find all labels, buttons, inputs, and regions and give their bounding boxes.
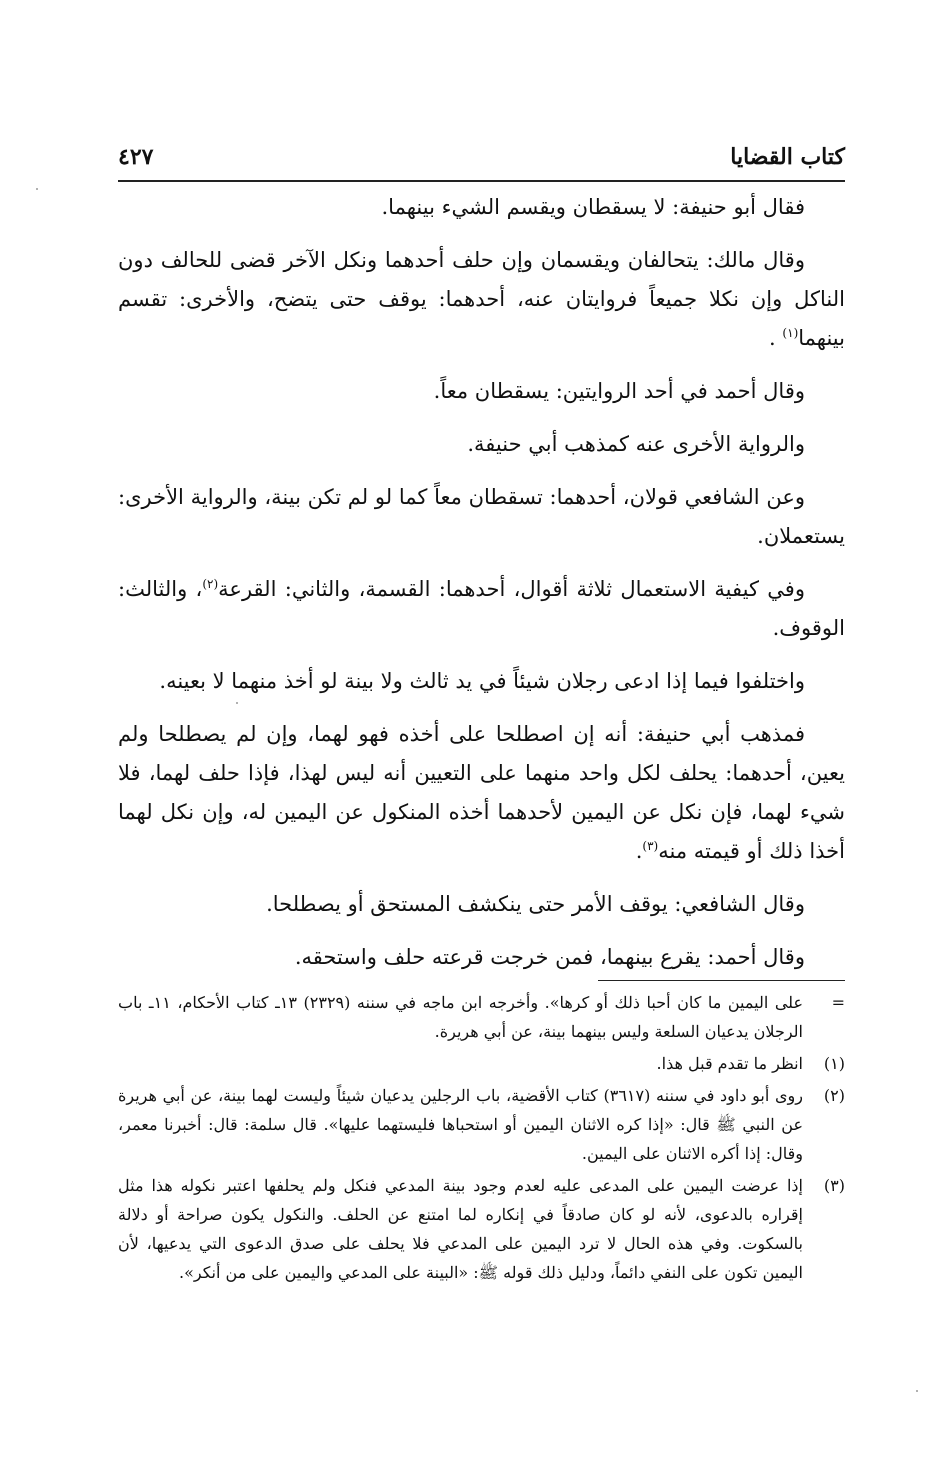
footnote-text: إذا عرضت اليمين على المدعى عليه لعدم وجود بينة المدعي فنكل ولم يحلفها اعتبر نكوله هذا مثل إقراره بالدعوى، لأنه لو كان صادقاً في إنكاره لما امتنع عن الحلف. والنكول يكون صراحة أو دلالة بالسكوت. وفي هذه الحال لا ترد اليمين على المدعي فلا يحلف على صدق الدعوى التي يدعيها، لأن اليمين تكون على النفي دائماً، ودليل ذلك قوله ﷺ: «البينة على المدعي واليمين على من أنكر». xyxy=(118,1176,803,1282)
page-header xyxy=(118,142,845,178)
page-number: ٤٢٧ xyxy=(118,144,154,170)
scan-speck xyxy=(236,702,238,704)
scan-speck xyxy=(916,1390,918,1392)
footnote-continued xyxy=(118,988,845,1046)
footnote-text: روى أبو داود في سننه (٣٦١٧) كتاب الأقضية، باب الرجلين يدعيان شيئاً وليست لهما بينة، عن أبي هريرة عن النبي ﷺ قال: «إذا كره الاثنان اليمين أو استحباها فليستهما عليها». قال سلمة: قال: أخبرنا معمر، وقال: إذا أكره الاثنان على اليمين. xyxy=(118,1086,804,1163)
footnote-2 xyxy=(118,1081,845,1168)
paragraph-text: وقال الشافعي: يوقف الأمر حتى ينكشف المستحق أو يصطلحا. xyxy=(266,892,805,916)
period: . xyxy=(635,839,643,863)
paragraph-text: وفي كيفية الاستعمال ثلاثة أقوال، أحدهما: القسمة، والثاني: القرعة xyxy=(218,577,805,601)
footnote-mark: (٢) xyxy=(823,1086,845,1105)
footnote-mark: (٣) xyxy=(823,1176,845,1195)
paragraph-text: وقال أحمد في أحد الروايتين: يسقطان معاً. xyxy=(433,379,805,403)
paragraph-text: واختلفوا فيما إذا ادعى رجلان شيئاً في يد ثالث ولا بينة لو أخذ منهما لا بعينه. xyxy=(159,669,805,693)
footnote-rule xyxy=(598,980,845,981)
paragraph-abu-hanifa-1 xyxy=(118,188,845,227)
main-text xyxy=(118,188,845,991)
paragraph-text: وقال أحمد: يقرع بينهما، فمن خرجت قرعته حلف واستحقه. xyxy=(294,945,805,969)
paragraph-text: فقال أبو حنيفة: لا يسقطان ويقسم الشيء بينهما. xyxy=(381,195,805,219)
footnote-mark: (١) xyxy=(823,1054,845,1073)
paragraph-ikhtalafu xyxy=(118,662,845,701)
footnote-mark: = xyxy=(831,993,845,1012)
footnote-ref-3[interactable]: (٣) xyxy=(642,839,659,853)
paragraph-ahmad-2 xyxy=(118,938,845,977)
paragraph-text-cont: ، والثالث: الوقوف. xyxy=(118,577,845,640)
footnote-text: على اليمين ما كان أحبا ذلك أو كرها». وأخرجه ابن ماجه في سننه (٢٣٢٩) ١٣ـ كتاب الأحكام، ١١ـ باب الرجلان يدعيان السلعة وليس بينهما بينة، عن أبي هريرة. xyxy=(118,993,804,1041)
footnotes xyxy=(118,988,845,1290)
footnote-1 xyxy=(118,1049,845,1078)
paragraph-istimal xyxy=(118,570,845,648)
paragraph-text: وقال مالك: يتحالفان ويقسمان وإن حلف أحدهما ونكل الآخر قضى للحالف دون الناكل وإن نكلا جميعاً فروايتان عنه، أحدهما: يوقف حتى يتضح، والأخرى: تقسم بينهما xyxy=(118,248,845,350)
paragraph-riwaya xyxy=(118,425,845,464)
paragraph-shafii-2 xyxy=(118,885,845,924)
scan-speck xyxy=(36,188,38,190)
paragraph-text: وعن الشافعي قولان، أحدهما: تسقطان معاً كما لو لم تكن بينة، والرواية الأخرى: يستعملان. xyxy=(118,485,845,548)
period: . xyxy=(769,326,776,350)
paragraph-shafii-1 xyxy=(118,478,845,556)
paragraph-ahmad-1 xyxy=(118,372,845,411)
footnote-3 xyxy=(118,1171,845,1287)
paragraph-abu-hanifa-2 xyxy=(118,715,845,871)
paragraph-malik xyxy=(118,241,845,358)
footnote-ref-1[interactable]: (١) xyxy=(782,326,799,340)
paragraph-text: فمذهب أبي حنيفة: أنه إن اصطلحا على أخذه فهو لهما، وإن لم يصطلحا ولم يعين، أحدهما: يحلف لكل واحد منهما على التعيين أنه ليس لهذا، فإذا حلف لهما، فلا شيء لهما، فإن نكل عن اليمين لأحدهما أخذه المنكول عن اليمين له، وإن نكل لهما أخذا ذلك أو قيمته منه xyxy=(118,722,845,863)
paragraph-text: والرواية الأخرى عنه كمذهب أبي حنيفة. xyxy=(467,432,805,456)
header-rule xyxy=(118,180,845,182)
footnote-ref-2[interactable]: (٢) xyxy=(202,577,219,591)
running-title: كتاب القضايا xyxy=(730,144,845,170)
footnote-text: انظر ما تقدم قبل هذا. xyxy=(656,1054,803,1073)
